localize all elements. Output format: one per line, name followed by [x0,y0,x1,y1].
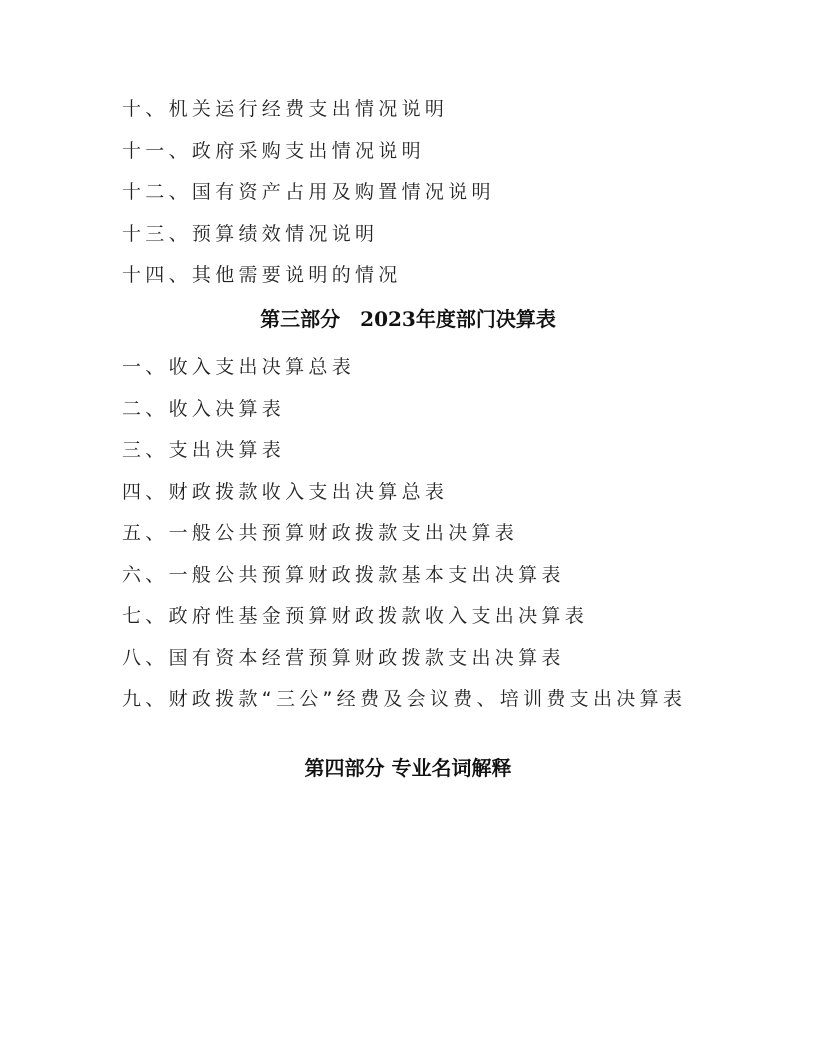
table-item-8: 八、国有资本经营预算财政拨款支出决算表 [122,647,565,669]
toc-item-13: 十三、预算绩效情况说明 [122,223,379,245]
table-item-1: 一、收入支出决算总表 [122,356,356,378]
toc-item-11: 十一、政府采购支出情况说明 [122,140,425,162]
toc-item-12: 十二、国有资产占用及购置情况说明 [122,181,495,203]
toc-item-14: 十四、其他需要说明的情况 [122,264,402,286]
table-item-2: 二、收入决算表 [122,398,286,420]
table-item-5: 五、一般公共预算财政拨款支出决算表 [122,522,519,544]
table-item-3: 三、支出决算表 [122,439,286,461]
table-item-7: 七、政府性基金预算财政拨款收入支出决算表 [122,605,589,627]
table-item-9: 九、财政拨款“三公”经费及会议费、培训费支出决算表 [122,688,687,710]
toc-item-10: 十、机关运行经费支出情况说明 [122,98,449,120]
part4-heading: 第四部分 专业名词解释 [304,756,512,780]
table-item-4: 四、财政拨款收入支出决算总表 [122,481,449,503]
part3-heading: 第三部分 2023年度部门决算表 [260,307,556,331]
table-item-6: 六、一般公共预算财政拨款基本支出决算表 [122,564,565,586]
